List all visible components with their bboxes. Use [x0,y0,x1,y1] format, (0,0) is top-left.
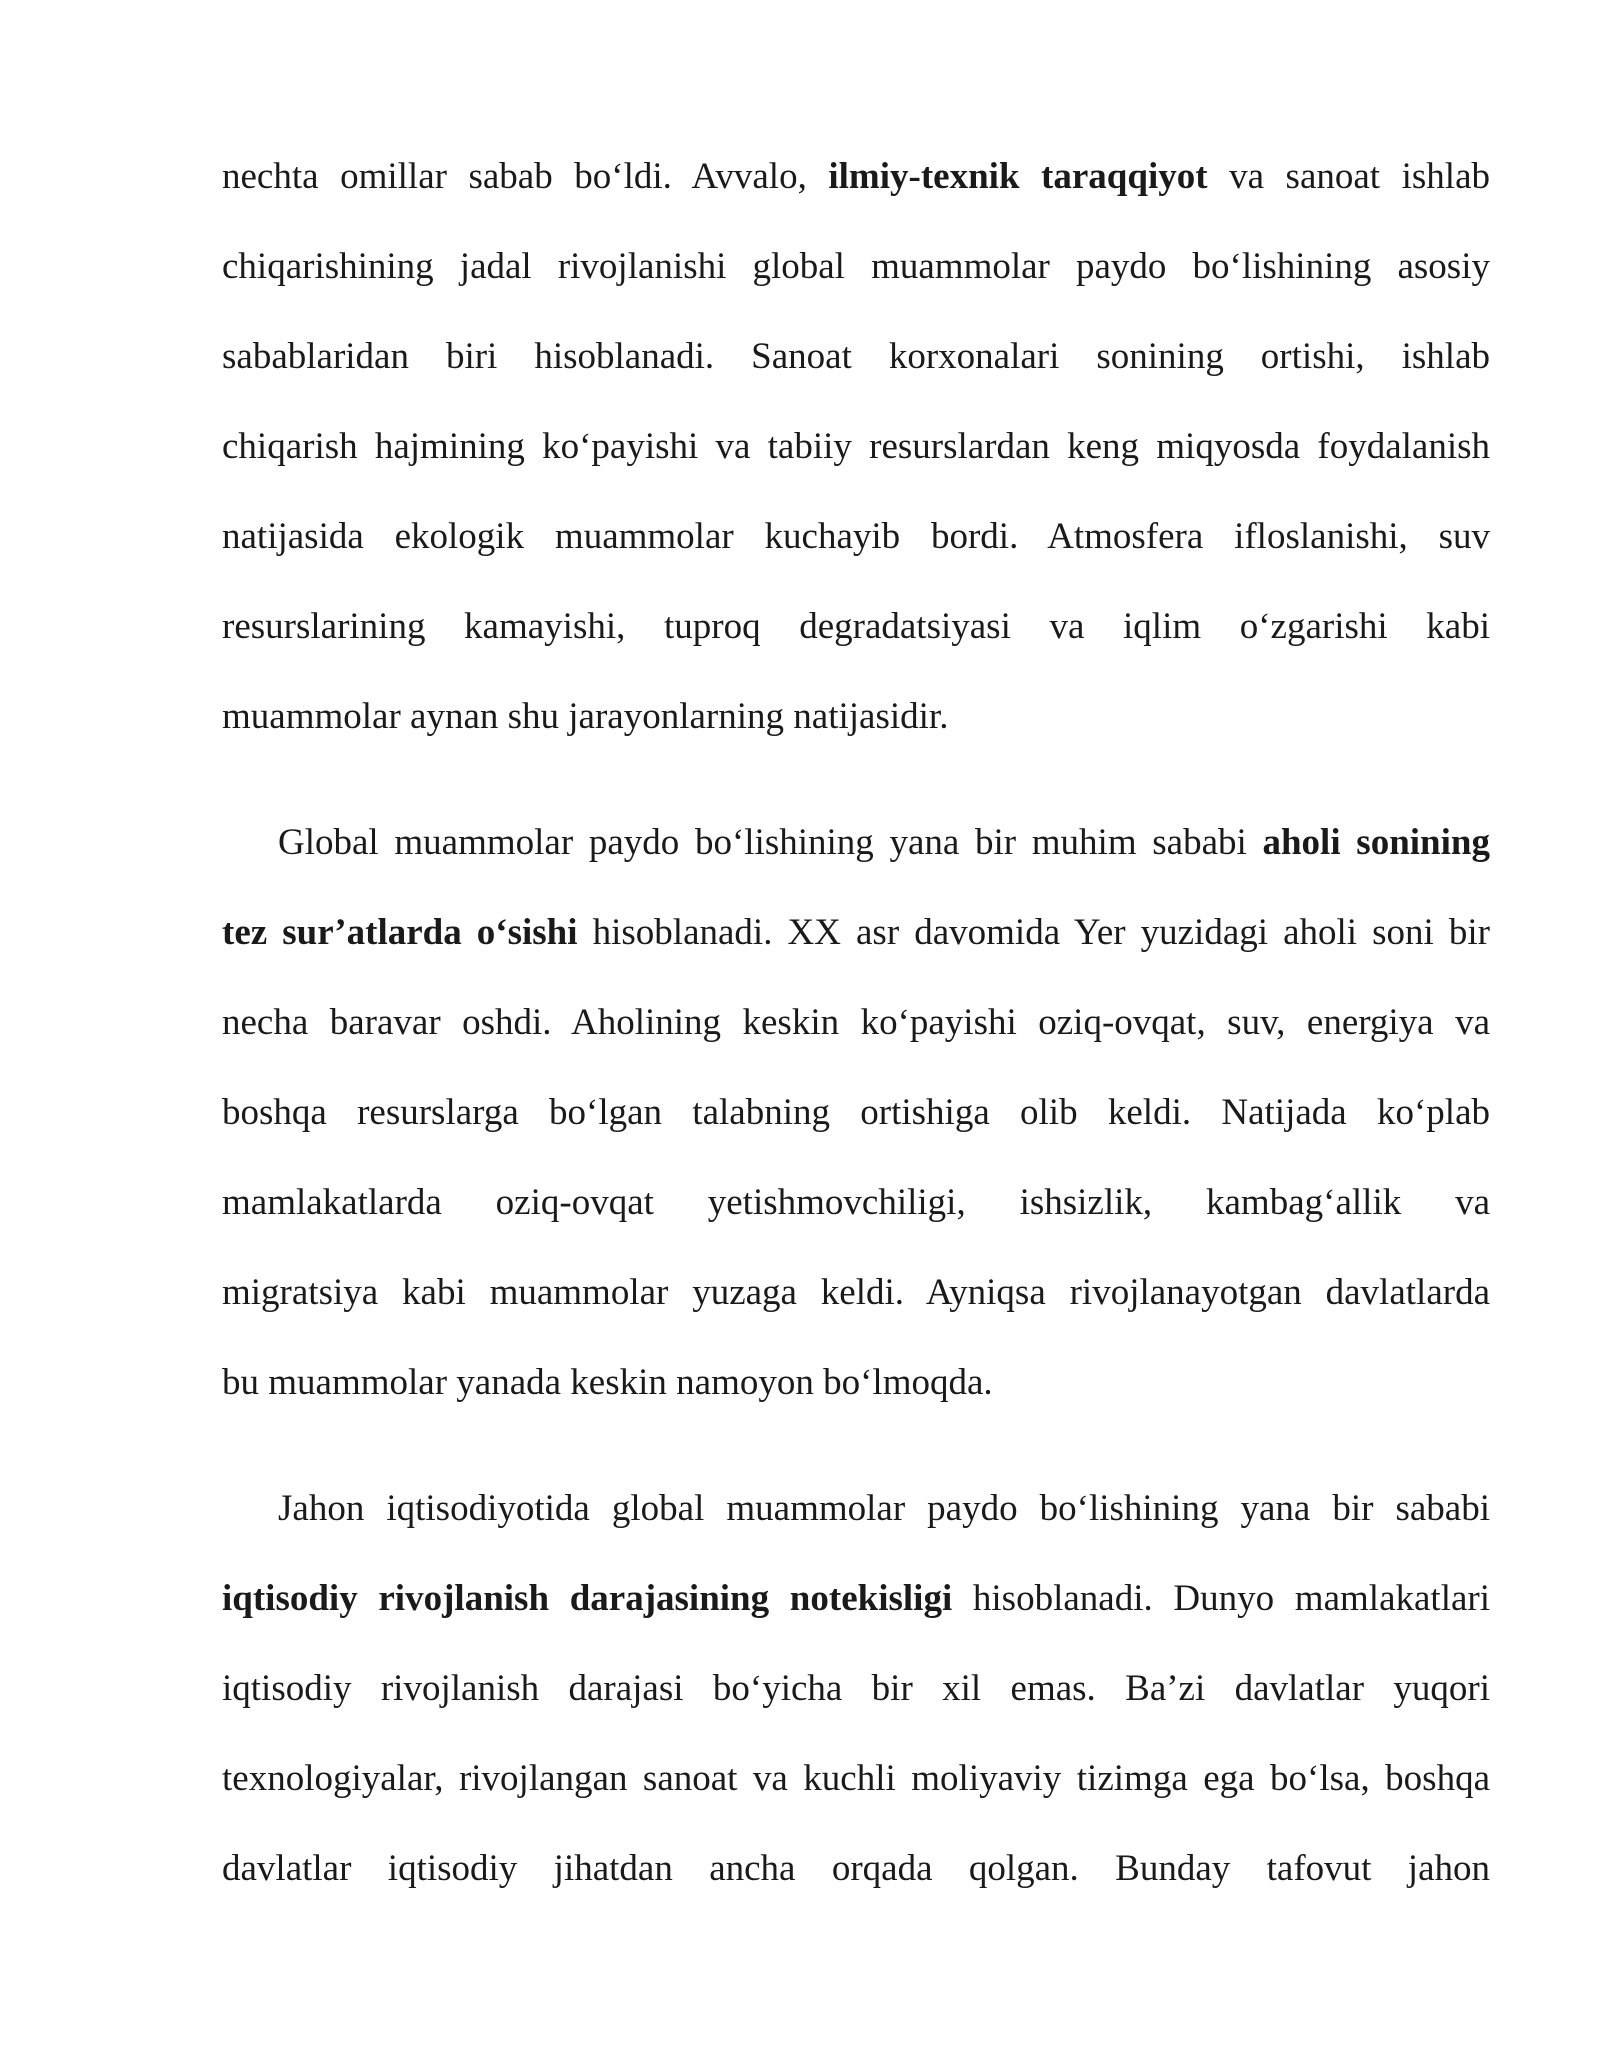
text-run: hisoblanadi. XX asr davomida Yer yuzidagi aholi soni bir [577,912,1490,953]
bold-phrase: iqtisodiy rivojlanish darajasining notekisligi [222,1578,953,1619]
text-run: muammolar aynan shu jarayonlarning natijasidir. [222,696,949,737]
text-run: Global muammolar paydo bo‘lishining yana bir muhim sababi [278,822,1263,863]
text-run: hisoblanadi. Dunyo mamlakatlari [952,1578,1490,1619]
text-line [222,1554,1490,1644]
text-line [222,132,1490,222]
text-line [222,222,1490,312]
text-run: texnologiyalar, rivojlangan sanoat va kuchli moliyaviy tizimga ega bo‘lsa, boshqa [222,1758,1490,1799]
text-run: iqtisodiy rivojlanish darajasi bo‘yicha bir xil emas. Ba’zi davlatlar yuqori [222,1668,1490,1709]
body-text [222,132,1490,1914]
text-run: natijasida ekologik muammolar kuchayib bordi. Atmosfera ifloslanishi, suv [222,516,1490,557]
text-line [222,1158,1490,1248]
text-run: chiqarishining jadal rivojlanishi global muammolar paydo bo‘lishining asosiy [222,246,1490,287]
text-run: boshqa resurslarga bo‘lgan talabning ortishiga olib keldi. Natijada ko‘plab [222,1092,1490,1133]
text-run: bu muammolar yanada keskin namoyon bo‘lmoqda. [222,1362,993,1403]
text-line [222,888,1490,978]
text-run: sabablaridan biri hisoblanadi. Sanoat korxonalari sonining ortishi, ishlab [222,336,1490,377]
text-line [222,1338,1490,1428]
paragraph-1 [222,132,1490,762]
text-line [222,1734,1490,1824]
text-line [222,1644,1490,1734]
text-line [222,1824,1490,1914]
text-line [222,798,1490,888]
text-line [222,978,1490,1068]
text-run: davlatlar iqtisodiy jihatdan ancha orqada qolgan. Bunday tafovut jahon [222,1848,1490,1889]
text-line [222,672,1490,762]
text-line [222,1068,1490,1158]
text-line [222,312,1490,402]
text-run: chiqarish hajmining ko‘payishi va tabiiy resurslardan keng miqyosda foydalanish [222,426,1490,467]
bold-phrase: aholi sonining [1262,822,1490,863]
bold-phrase: tez sur’atlarda o‘sishi [222,912,578,953]
paragraph-2 [222,798,1490,1428]
text-run: resurslarining kamayishi, tuproq degradatsiyasi va iqlim o‘zgarishi kabi [222,606,1490,647]
text-line [222,492,1490,582]
text-run: Jahon iqtisodiyotida global muammolar paydo bo‘lishining yana bir sababi [278,1488,1490,1529]
text-run: necha baravar oshdi. Aholining keskin ko‘payishi oziq-ovqat, suv, energiya va [222,1002,1490,1043]
text-run: va sanoat ishlab [1207,156,1490,197]
bold-phrase: ilmiy-texnik taraqqiyot [828,156,1208,197]
text-line [222,402,1490,492]
text-run: mamlakatlarda oziq-ovqat yetishmovchiligi, ishsizlik, kambag‘allik va [222,1182,1490,1223]
paragraph-3 [222,1464,1490,1914]
text-run: migratsiya kabi muammolar yuzaga keldi. Ayniqsa rivojlanayotgan davlatlarda [222,1272,1490,1313]
text-line [222,1464,1490,1554]
text-line [222,582,1490,672]
text-run: nechta omillar sabab bo‘ldi. Avvalo, [222,156,829,197]
text-line [222,1248,1490,1338]
